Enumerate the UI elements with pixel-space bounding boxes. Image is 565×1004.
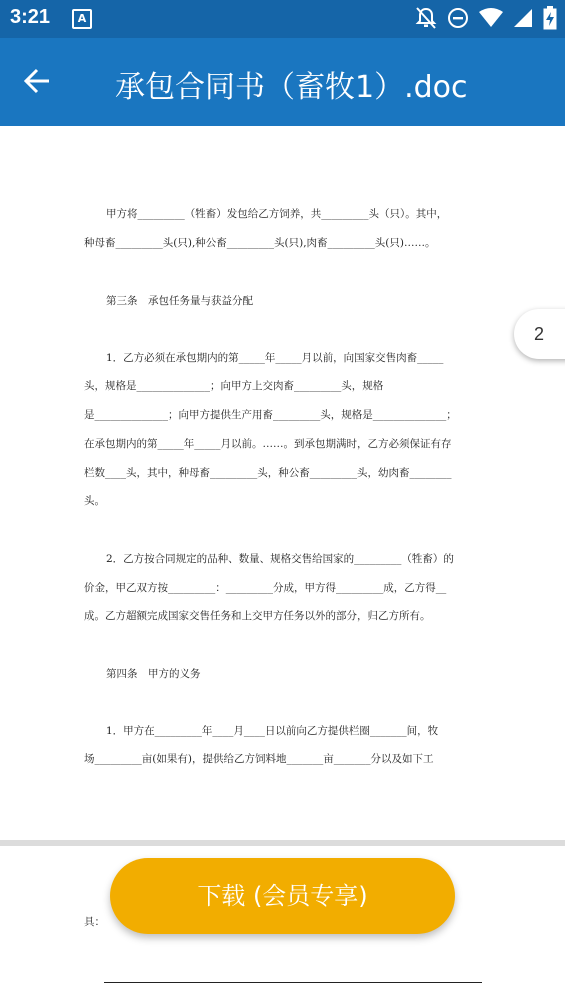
a-notification-icon: A bbox=[72, 9, 92, 29]
status-bar bbox=[0, 0, 565, 38]
status-icons bbox=[415, 6, 557, 30]
page-indicator[interactable]: 2 bbox=[514, 309, 565, 359]
document-line: 场_________亩(如果有)，提供给乙方饲料地_______亩_______分以及如下工 bbox=[84, 753, 434, 765]
document-line: 栏数____头，其中，种母畜_________头，种公畜_________头，幼肉畜________ bbox=[84, 467, 452, 479]
document-line: 具： bbox=[84, 916, 105, 928]
document-line: 第四条 甲方的义务 bbox=[106, 668, 201, 680]
status-time: 3:21 bbox=[10, 6, 51, 28]
document-line: 甲方将_________（牲畜）发包给乙方饲养，共_________头（只）。其中， bbox=[106, 208, 448, 220]
document-line: 头。 bbox=[84, 495, 105, 507]
do-not-disturb-icon bbox=[447, 7, 469, 29]
document-line: 在承包期内的第_____年_____月以前。……。到承包期满时，乙方必须保证有存 bbox=[84, 438, 452, 450]
document-line: 1．甲方在_________年____月____日以前向乙方提供栏圈_______间，牧 bbox=[106, 725, 439, 737]
battery-charging-icon bbox=[543, 6, 557, 30]
document-line: 2．乙方按合同规定的品种、数量、规格交售给国家的_________（牲畜）的 bbox=[106, 553, 454, 565]
document-line: 头，规格是______________；向甲方上交肉畜_________头，规格 bbox=[84, 380, 384, 392]
notifications-off-icon bbox=[415, 6, 437, 30]
document-line: 种母畜_________头(只),种公畜_________头(只),肉畜_________头(只)……。 bbox=[84, 237, 436, 249]
cell-signal-icon bbox=[513, 8, 533, 28]
document-page[interactable] bbox=[0, 126, 565, 841]
wifi-icon bbox=[479, 8, 503, 28]
document-line: 是______________；向甲方提供生产用畜_________头，规格是______________； bbox=[84, 409, 457, 421]
document-line: 1．乙方必须在承包期内的第_____年_____月以前，向国家交售肉畜_____ bbox=[106, 352, 444, 364]
document-line: 成。乙方超额完成国家交售任务和上交甲方任务以外的部分，归乙方所有。 bbox=[84, 610, 431, 622]
underline-rule bbox=[104, 982, 482, 983]
download-button[interactable]: 下载 (会员专享) bbox=[110, 858, 455, 934]
back-button[interactable] bbox=[22, 62, 66, 102]
document-line: 第三条 承包任务量与获益分配 bbox=[106, 295, 253, 307]
document-line: 价金，甲乙双方按_________：_________分成，甲方得_________成，乙方得__ bbox=[84, 582, 447, 594]
document-title: 承包合同书（畜牧1）.doc bbox=[115, 70, 468, 105]
back-arrow-icon bbox=[22, 66, 52, 96]
app-bar bbox=[0, 38, 565, 126]
